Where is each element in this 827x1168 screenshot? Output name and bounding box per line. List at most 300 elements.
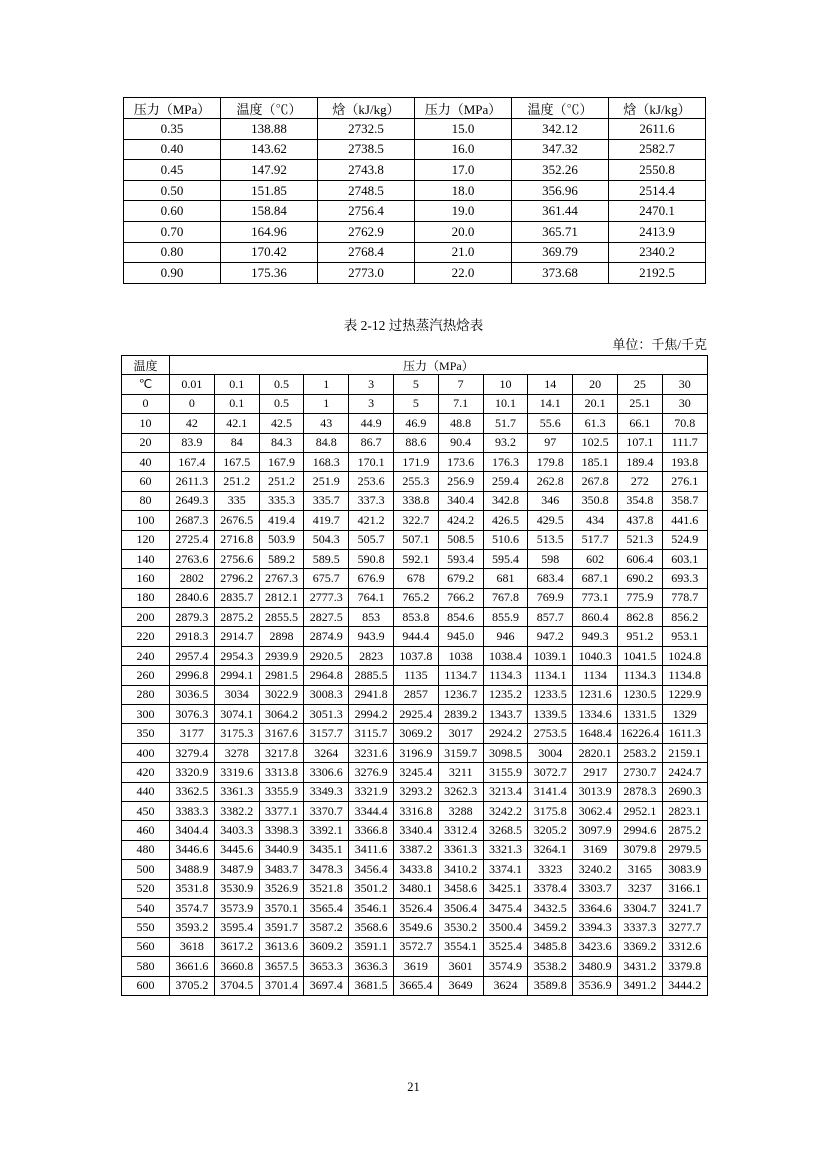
table-cell: 3064.2 bbox=[259, 705, 304, 724]
table-cell: 19.0 bbox=[415, 201, 512, 222]
table-cell: 2957.4 bbox=[170, 646, 215, 665]
table-cell: 3554.1 bbox=[438, 937, 483, 956]
table-cell: 3506.4 bbox=[438, 898, 483, 917]
table-cell: 3361.3 bbox=[214, 782, 259, 801]
table-cell: 603.1 bbox=[662, 549, 707, 568]
table-cell: 3293.2 bbox=[393, 782, 438, 801]
table-row bbox=[122, 840, 708, 859]
table-cell: 3681.5 bbox=[349, 976, 394, 995]
pressure-value: 0.01 bbox=[170, 375, 215, 394]
table-cell: 164.96 bbox=[221, 221, 318, 242]
table-cell: 40 bbox=[122, 452, 170, 471]
table-cell: 949.3 bbox=[573, 627, 618, 646]
table-row bbox=[124, 160, 706, 181]
table-row bbox=[122, 627, 708, 646]
table-cell: 2767.3 bbox=[259, 569, 304, 588]
table-cell: 3370.7 bbox=[304, 801, 349, 820]
table-cell: 3704.5 bbox=[214, 976, 259, 995]
table-cell: 3242.2 bbox=[483, 801, 528, 820]
table-cell: 2762.9 bbox=[318, 221, 415, 242]
table-cell: 500 bbox=[122, 860, 170, 879]
table-cell: 0.90 bbox=[124, 263, 221, 284]
table-cell: 450 bbox=[122, 801, 170, 820]
table-cell: 589.2 bbox=[259, 549, 304, 568]
table-cell: 240 bbox=[122, 646, 170, 665]
column-header: 焓（kJ/kg） bbox=[609, 98, 706, 119]
table-cell: 441.6 bbox=[662, 511, 707, 530]
table-cell: 43 bbox=[304, 414, 349, 433]
table-cell: 580 bbox=[122, 957, 170, 976]
table-cell: 3536.9 bbox=[573, 976, 618, 995]
table-cell: 856.2 bbox=[662, 608, 707, 627]
table-cell: 2763.6 bbox=[170, 549, 215, 568]
table-cell: 947.2 bbox=[528, 627, 573, 646]
table-cell: 42 bbox=[170, 414, 215, 433]
table-cell: 2885.5 bbox=[349, 666, 394, 685]
table-cell: 3446.6 bbox=[170, 840, 215, 859]
table-cell: 3501.2 bbox=[349, 879, 394, 898]
table-cell: 2748.5 bbox=[318, 180, 415, 201]
table-cell: 42.5 bbox=[259, 414, 304, 433]
column-header: 温度（℃） bbox=[512, 98, 609, 119]
table-cell: 2994.6 bbox=[617, 821, 662, 840]
table-cell: 3526.9 bbox=[259, 879, 304, 898]
table-cell: 2874.9 bbox=[304, 627, 349, 646]
table-cell: 2964.8 bbox=[304, 666, 349, 685]
table-cell: 2802 bbox=[170, 569, 215, 588]
table-cell: 356.96 bbox=[512, 180, 609, 201]
table-cell: 3379.8 bbox=[662, 957, 707, 976]
table-cell: 0.45 bbox=[124, 160, 221, 181]
table-row bbox=[122, 530, 708, 549]
table-cell: 3595.4 bbox=[214, 918, 259, 937]
unit-label: 单位：千焦/千克 bbox=[612, 337, 707, 352]
table-cell: 3624 bbox=[483, 976, 528, 995]
table-cell: 3565.4 bbox=[304, 898, 349, 917]
table-cell: 3288 bbox=[438, 801, 483, 820]
table-cell: 504.3 bbox=[304, 530, 349, 549]
table-cell: 3587.2 bbox=[304, 918, 349, 937]
table-cell: 3364.6 bbox=[573, 898, 618, 917]
table-cell: 3217.8 bbox=[259, 743, 304, 762]
table-row bbox=[122, 511, 708, 530]
table-cell: 1648.4 bbox=[573, 724, 618, 743]
table-cell: 769.9 bbox=[528, 588, 573, 607]
table-cell: 943.9 bbox=[349, 627, 394, 646]
table-cell: 5 bbox=[393, 394, 438, 413]
table-cell: 765.2 bbox=[393, 588, 438, 607]
table-row bbox=[122, 608, 708, 627]
table-cell: 1040.3 bbox=[573, 646, 618, 665]
table-cell: 521.3 bbox=[617, 530, 662, 549]
table-cell: 1038 bbox=[438, 646, 483, 665]
table-cell: 3593.2 bbox=[170, 918, 215, 937]
table-cell: 3617.2 bbox=[214, 937, 259, 956]
table-cell: 3387.2 bbox=[393, 840, 438, 859]
table-cell: 3591.7 bbox=[259, 918, 304, 937]
table-cell: 70.8 bbox=[662, 414, 707, 433]
table-cell: 3665.4 bbox=[393, 976, 438, 995]
table-cell: 3268.5 bbox=[483, 821, 528, 840]
table-row bbox=[124, 242, 706, 263]
table-cell: 3649 bbox=[438, 976, 483, 995]
table-cell: 15.0 bbox=[415, 119, 512, 140]
table-row bbox=[122, 472, 708, 491]
table-cell: 350.8 bbox=[573, 491, 618, 510]
table-cell: 167.4 bbox=[170, 452, 215, 471]
table-row bbox=[122, 452, 708, 471]
table-cell: 2649.3 bbox=[170, 491, 215, 510]
table-cell: 3211 bbox=[438, 763, 483, 782]
table-cell: 3069.2 bbox=[393, 724, 438, 743]
table-cell: 2424.7 bbox=[662, 763, 707, 782]
table-cell: 1024.8 bbox=[662, 646, 707, 665]
table-cell: 3574.9 bbox=[483, 957, 528, 976]
table-cell: 170.42 bbox=[221, 242, 318, 263]
table-cell: 280 bbox=[122, 685, 170, 704]
table-cell: 3574.7 bbox=[170, 898, 215, 917]
column-header: 压力（MPa） bbox=[415, 98, 512, 119]
table-row bbox=[122, 898, 708, 917]
table-cell: 340.4 bbox=[438, 491, 483, 510]
table-cell: 778.7 bbox=[662, 588, 707, 607]
table-cell: 3661.6 bbox=[170, 957, 215, 976]
table-cell: 171.9 bbox=[393, 452, 438, 471]
table-cell: 3433.8 bbox=[393, 860, 438, 879]
table-row bbox=[124, 201, 706, 222]
table-cell: 185.1 bbox=[573, 452, 618, 471]
table-cell: 10 bbox=[122, 414, 170, 433]
table-cell: 20.1 bbox=[573, 394, 618, 413]
table-cell: 3549.6 bbox=[393, 918, 438, 937]
table-cell: 86.7 bbox=[349, 433, 394, 452]
table-cell: 3411.6 bbox=[349, 840, 394, 859]
table-cell: 180 bbox=[122, 588, 170, 607]
table-cell: 2941.8 bbox=[349, 685, 394, 704]
table-cell: 342.8 bbox=[483, 491, 528, 510]
table-cell: 3072.7 bbox=[528, 763, 573, 782]
table-cell: 3079.8 bbox=[617, 840, 662, 859]
table-cell: 3241.7 bbox=[662, 898, 707, 917]
table-cell: 690.2 bbox=[617, 569, 662, 588]
table-cell: 3530.9 bbox=[214, 879, 259, 898]
table-cell: 3321.9 bbox=[349, 782, 394, 801]
table-cell: 2732.5 bbox=[318, 119, 415, 140]
table-header-row bbox=[124, 98, 706, 119]
table-cell: 3488.9 bbox=[170, 860, 215, 879]
table-cell: 3169 bbox=[573, 840, 618, 859]
table-cell: 2340.2 bbox=[609, 242, 706, 263]
pressure-value: 0.1 bbox=[214, 375, 259, 394]
table-cell: 93.2 bbox=[483, 433, 528, 452]
table-cell: 3316.8 bbox=[393, 801, 438, 820]
table-cell: 354.8 bbox=[617, 491, 662, 510]
table-cell: 365.71 bbox=[512, 221, 609, 242]
table-cell: 3205.2 bbox=[528, 821, 573, 840]
table-row bbox=[122, 724, 708, 743]
table-cell: 3237 bbox=[617, 879, 662, 898]
table-cell: 3165 bbox=[617, 860, 662, 879]
table-cell: 3177 bbox=[170, 724, 215, 743]
table-cell: 1134 bbox=[573, 666, 618, 685]
table-cell: 84.3 bbox=[259, 433, 304, 452]
table-cell: 3425.1 bbox=[483, 879, 528, 898]
pressure-value: 25 bbox=[617, 375, 662, 394]
table-cell: 508.5 bbox=[438, 530, 483, 549]
table-cell: 260 bbox=[122, 666, 170, 685]
table-cell: 3361.3 bbox=[438, 840, 483, 859]
table-cell: 540 bbox=[122, 898, 170, 917]
table-cell: 2777.3 bbox=[304, 588, 349, 607]
table-cell: 3062.4 bbox=[573, 801, 618, 820]
table-cell: 3321.3 bbox=[483, 840, 528, 859]
table-cell: 102.5 bbox=[573, 433, 618, 452]
table-cell: 3456.4 bbox=[349, 860, 394, 879]
table-cell: 3431.2 bbox=[617, 957, 662, 976]
table-cell: 335.7 bbox=[304, 491, 349, 510]
table-cell: 2952.1 bbox=[617, 801, 662, 820]
table-cell: 2690.3 bbox=[662, 782, 707, 801]
table-cell: 524.9 bbox=[662, 530, 707, 549]
table-cell: 347.32 bbox=[512, 139, 609, 160]
table-cell: 3475.4 bbox=[483, 898, 528, 917]
table-cell: 3445.6 bbox=[214, 840, 259, 859]
table-cell: 7.1 bbox=[438, 394, 483, 413]
table-cell: 256.9 bbox=[438, 472, 483, 491]
table-cell: 3410.2 bbox=[438, 860, 483, 879]
table-cell: 0.5 bbox=[259, 394, 304, 413]
table-cell: 20.0 bbox=[415, 221, 512, 242]
table-cell: 3619 bbox=[393, 957, 438, 976]
table-row bbox=[122, 937, 708, 956]
table-cell: 2994.2 bbox=[349, 705, 394, 724]
table-row bbox=[122, 976, 708, 995]
table-cell: 2514.4 bbox=[609, 180, 706, 201]
table-cell: 3074.1 bbox=[214, 705, 259, 724]
table-cell: 158.84 bbox=[221, 201, 318, 222]
table-cell: 16.0 bbox=[415, 139, 512, 160]
table-cell: 3344.4 bbox=[349, 801, 394, 820]
table-cell: 693.3 bbox=[662, 569, 707, 588]
table-cell: 55.6 bbox=[528, 414, 573, 433]
table-cell: 0.70 bbox=[124, 221, 221, 242]
table-cell: 3141.4 bbox=[528, 782, 573, 801]
table-cell: 2835.7 bbox=[214, 588, 259, 607]
table-row bbox=[124, 119, 706, 140]
table-cell: 2920.5 bbox=[304, 646, 349, 665]
table-cell: 3601 bbox=[438, 957, 483, 976]
table-cell: 168.3 bbox=[304, 452, 349, 471]
table-cell: 0 bbox=[122, 394, 170, 413]
table-cell: 3279.4 bbox=[170, 743, 215, 762]
table-cell: 151.85 bbox=[221, 180, 318, 201]
table-cell: 251.9 bbox=[304, 472, 349, 491]
table-cell: 147.92 bbox=[221, 160, 318, 181]
table-cell: 3618 bbox=[170, 937, 215, 956]
table-cell: 426.5 bbox=[483, 511, 528, 530]
table-cell: 3613.6 bbox=[259, 937, 304, 956]
table-cell: 175.36 bbox=[221, 263, 318, 284]
table-cell: 3337.3 bbox=[617, 918, 662, 937]
table-cell: 421.2 bbox=[349, 511, 394, 530]
table-cell: 3264 bbox=[304, 743, 349, 762]
table-cell: 3458.6 bbox=[438, 879, 483, 898]
table-cell: 764.1 bbox=[349, 588, 394, 607]
table-row bbox=[122, 491, 708, 510]
table-cell: 352.26 bbox=[512, 160, 609, 181]
table-row bbox=[122, 801, 708, 820]
table-cell: 90.4 bbox=[438, 433, 483, 452]
table-cell: 3440.9 bbox=[259, 840, 304, 859]
table-cell: 3175.3 bbox=[214, 724, 259, 743]
table-cell: 0.1 bbox=[214, 394, 259, 413]
table-row bbox=[122, 646, 708, 665]
table-cell: 2914.7 bbox=[214, 627, 259, 646]
table-cell: 2611.6 bbox=[609, 119, 706, 140]
table-cell: 400 bbox=[122, 743, 170, 762]
table-cell: 1331.5 bbox=[617, 705, 662, 724]
table-cell: 51.7 bbox=[483, 414, 528, 433]
table-cell: 3 bbox=[349, 394, 394, 413]
table-cell: 2413.9 bbox=[609, 221, 706, 242]
pressure-value: 10 bbox=[483, 375, 528, 394]
table-cell: 3392.1 bbox=[304, 821, 349, 840]
table-cell: 1236.7 bbox=[438, 685, 483, 704]
table-cell: 3004 bbox=[528, 743, 573, 762]
table-cell: 3366.8 bbox=[349, 821, 394, 840]
table-cell: 595.4 bbox=[483, 549, 528, 568]
table-cell: 3530.2 bbox=[438, 918, 483, 937]
table-cell: 14.1 bbox=[528, 394, 573, 413]
table-cell: 170.1 bbox=[349, 452, 394, 471]
table-cell: 853.8 bbox=[393, 608, 438, 627]
table-row bbox=[122, 957, 708, 976]
table-cell: 429.5 bbox=[528, 511, 573, 530]
table-cell: 434 bbox=[573, 511, 618, 530]
table-cell: 419.4 bbox=[259, 511, 304, 530]
pressure-value: 7 bbox=[438, 375, 483, 394]
table-cell: 3657.5 bbox=[259, 957, 304, 976]
table-cell: 167.5 bbox=[214, 452, 259, 471]
table-cell: 480 bbox=[122, 840, 170, 859]
table-cell: 2994.1 bbox=[214, 666, 259, 685]
table-cell: 3636.3 bbox=[349, 957, 394, 976]
table-title: 表 2-12 过热蒸汽热焓表 bbox=[343, 318, 484, 333]
table-cell: 83.9 bbox=[170, 433, 215, 452]
pressure-value: 20 bbox=[573, 375, 618, 394]
table-cell: 30 bbox=[662, 394, 707, 413]
table-cell: 1235.2 bbox=[483, 685, 528, 704]
table-cell: 22.0 bbox=[415, 263, 512, 284]
pressure-value: 3 bbox=[349, 375, 394, 394]
table-cell: 200 bbox=[122, 608, 170, 627]
table-cell: 944.4 bbox=[393, 627, 438, 646]
table-cell: 437.8 bbox=[617, 511, 662, 530]
table-cell: 773.1 bbox=[573, 588, 618, 607]
column-header: 压力（MPa） bbox=[124, 98, 221, 119]
table-cell: 193.8 bbox=[662, 452, 707, 471]
pressure-value: 0.5 bbox=[259, 375, 304, 394]
table-cell: 3491.2 bbox=[617, 976, 662, 995]
table-cell: 3394.3 bbox=[573, 918, 618, 937]
table-cell: 3277.7 bbox=[662, 918, 707, 937]
table-cell: 338.8 bbox=[393, 491, 438, 510]
table-cell: 3159.7 bbox=[438, 743, 483, 762]
table-cell: 3435.1 bbox=[304, 840, 349, 859]
table-cell: 60 bbox=[122, 472, 170, 491]
table-cell: 3609.2 bbox=[304, 937, 349, 956]
table-cell: 1230.5 bbox=[617, 685, 662, 704]
table-cell: 424.2 bbox=[438, 511, 483, 530]
table-cell: 1343.7 bbox=[483, 705, 528, 724]
table-cell: 3167.6 bbox=[259, 724, 304, 743]
table-cell: 600 bbox=[122, 976, 170, 995]
table-cell: 2823 bbox=[349, 646, 394, 665]
table-cell: 2753.5 bbox=[528, 724, 573, 743]
table-cell: 513.5 bbox=[528, 530, 573, 549]
table-cell: 862.8 bbox=[617, 608, 662, 627]
table-cell: 3264.1 bbox=[528, 840, 573, 859]
table-cell: 3701.4 bbox=[259, 976, 304, 995]
table-cell: 3262.3 bbox=[438, 782, 483, 801]
table-cell: 1134.3 bbox=[483, 666, 528, 685]
table-cell: 3546.1 bbox=[349, 898, 394, 917]
table-cell: 2550.8 bbox=[609, 160, 706, 181]
table-cell: 2676.5 bbox=[214, 511, 259, 530]
table-cell: 3213.4 bbox=[483, 782, 528, 801]
table-cell: 3155.9 bbox=[483, 763, 528, 782]
table-cell: 1231.6 bbox=[573, 685, 618, 704]
table-cell: 167.9 bbox=[259, 452, 304, 471]
table-cell: 520 bbox=[122, 879, 170, 898]
table-cell: 3306.6 bbox=[304, 763, 349, 782]
table-cell: 2796.2 bbox=[214, 569, 259, 588]
table-cell: 602 bbox=[573, 549, 618, 568]
table-cell: 3278 bbox=[214, 743, 259, 762]
table-cell: 2996.8 bbox=[170, 666, 215, 685]
table-cell: 3403.3 bbox=[214, 821, 259, 840]
pressure-value: 5 bbox=[393, 375, 438, 394]
table-cell: 176.3 bbox=[483, 452, 528, 471]
table-cell: 21.0 bbox=[415, 242, 512, 263]
table-cell: 775.9 bbox=[617, 588, 662, 607]
table-cell: 3304.7 bbox=[617, 898, 662, 917]
table-cell: 3570.1 bbox=[259, 898, 304, 917]
table-cell: 3008.3 bbox=[304, 685, 349, 704]
table-cell: 951.2 bbox=[617, 627, 662, 646]
table-cell: 946 bbox=[483, 627, 528, 646]
table-cell: 505.7 bbox=[349, 530, 394, 549]
table-cell: 2768.4 bbox=[318, 242, 415, 263]
table-cell: 1039.1 bbox=[528, 646, 573, 665]
table-cell: 860.4 bbox=[573, 608, 618, 627]
table-cell: 2730.7 bbox=[617, 763, 662, 782]
table-cell: 510.6 bbox=[483, 530, 528, 549]
table-cell: 3313.8 bbox=[259, 763, 304, 782]
table-cell: 361.44 bbox=[512, 201, 609, 222]
table-cell: 2917 bbox=[573, 763, 618, 782]
table-cell: 2981.5 bbox=[259, 666, 304, 685]
table-row bbox=[124, 263, 706, 284]
table-cell: 2812.1 bbox=[259, 588, 304, 607]
table-cell: 3660.8 bbox=[214, 957, 259, 976]
table-cell: 346 bbox=[528, 491, 573, 510]
table-cell: 300 bbox=[122, 705, 170, 724]
table-cell: 592.1 bbox=[393, 549, 438, 568]
table-cell: 606.4 bbox=[617, 549, 662, 568]
table-cell: 854.6 bbox=[438, 608, 483, 627]
table-cell: 25.1 bbox=[617, 394, 662, 413]
